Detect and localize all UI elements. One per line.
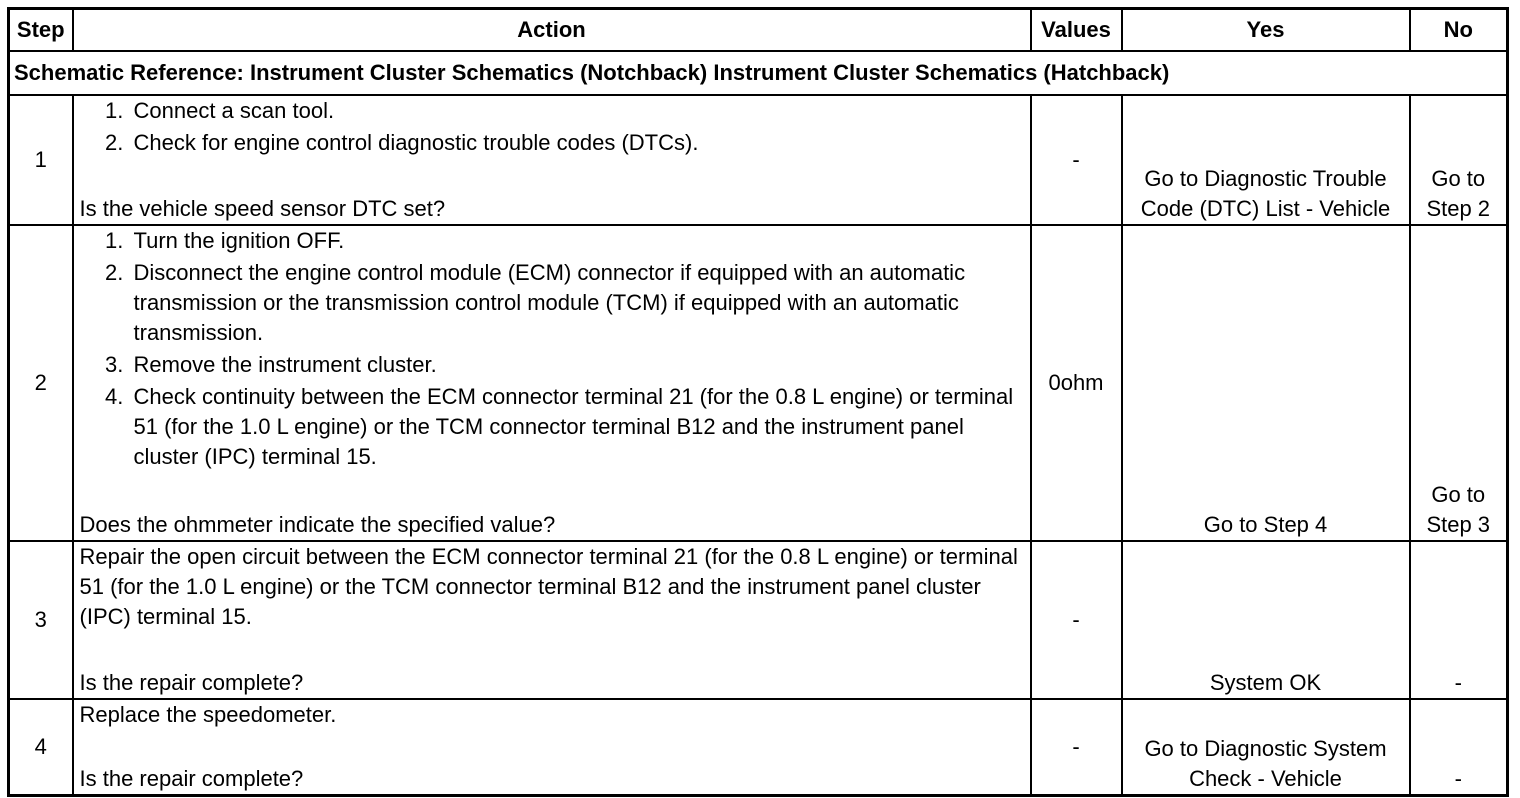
schematic-reference: Schematic Reference: Instrument Cluster Schematics (Notchback) Instrument Cluster Schematics (Hatchback) [9, 51, 1508, 95]
list-item: 2. Check for engine control diagnostic trouble codes (DTCs). [130, 128, 1024, 158]
header-no: No [1410, 9, 1508, 52]
table-row [9, 225, 1508, 541]
yes-cell: Go to Diagnostic System Check - Vehicle [1122, 699, 1410, 795]
yes-cell: System OK [1122, 541, 1410, 699]
action-cell [73, 225, 1031, 541]
no-cell: - [1410, 699, 1508, 795]
list-item: 1. Connect a scan tool. [130, 96, 1024, 126]
values-cell: - [1031, 699, 1122, 795]
schematic-reference-row [9, 51, 1508, 95]
header-step: Step [9, 9, 73, 52]
action-steps [80, 226, 1024, 474]
list-item: 3. Remove the instrument cluster. [130, 350, 1024, 380]
step-number: 3 [9, 541, 73, 699]
values-cell: - [1031, 541, 1122, 699]
action-cell [73, 95, 1031, 225]
step-number: 2 [9, 225, 73, 541]
yes-cell: Go to Diagnostic Trouble Code (DTC) List - Vehicle [1122, 95, 1410, 225]
header-yes: Yes [1122, 9, 1410, 52]
action-steps [80, 96, 1024, 160]
values-cell: - [1031, 95, 1122, 225]
action-cell [73, 541, 1031, 699]
header-action: Action [73, 9, 1031, 52]
action-cell [73, 699, 1031, 795]
question-text: Is the repair complete? [79, 670, 304, 695]
diagnostic-table [7, 7, 1509, 797]
no-cell: - [1410, 541, 1508, 699]
step-number: 1 [9, 95, 73, 225]
question-text: Does the ohmmeter indicate the specified value? [79, 512, 556, 537]
values-cell: 0ohm [1031, 225, 1122, 541]
list-item: 1. Turn the ignition OFF. [130, 226, 1024, 256]
header-row [9, 9, 1508, 52]
table-row [9, 541, 1508, 699]
header-values: Values [1031, 9, 1122, 52]
no-cell: Go to Step 2 [1410, 95, 1508, 225]
question-text: Is the vehicle speed sensor DTC set? [79, 196, 446, 221]
no-cell: Go to Step 3 [1410, 225, 1508, 541]
action-text: Repair the open circuit between the ECM connector terminal 21 (for the 0.8 L engine) or terminal 51 (for the 1.0 L engine) or the TCM connector terminal B12 and the instrument panel cluster (IPC) terminal 15. [79, 544, 1018, 629]
question-text: Is the repair complete? [79, 765, 304, 791]
list-item: 2. Disconnect the engine control module (ECM) connector if equipped with an automatic transmission or the transmission control module (TCM) if equipped with an automatic transmission. [130, 258, 1024, 348]
table-row [9, 699, 1508, 795]
list-item: 4. Check continuity between the ECM connector terminal 21 (for the 0.8 L engine) or terminal 51 (for the 1.0 L engine) or the TCM connector terminal B12 and the instrument panel cluster (IPC) terminal 15. [130, 382, 1024, 472]
action-text: Replace the speedometer. [79, 702, 337, 727]
step-number: 4 [9, 699, 73, 795]
table-row [9, 95, 1508, 225]
yes-cell: Go to Step 4 [1122, 225, 1410, 541]
